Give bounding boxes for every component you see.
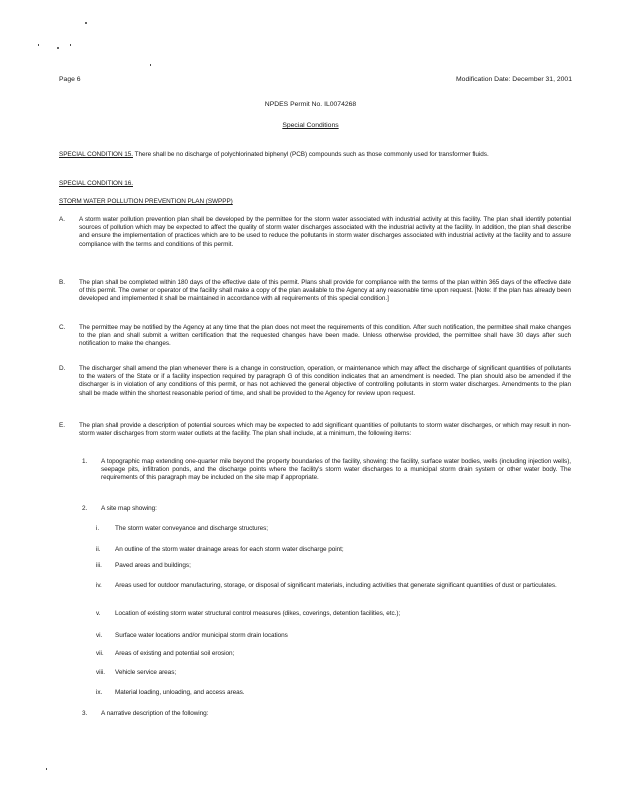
roman-text: Surface water locations and/or municipal storm drain locations [115,632,288,639]
item-text: The permittee may be notified by the Agency at any time that the plan does not meet the requirements of this condition. After such notification, the permittee shall make changes to the plan and shall submit a written certification that the requested changes have been made. Unless otherwise provided, the permittee shall have 30 days after such notification to make the changes. [79,324,571,348]
roman-text: Areas of existing and potential soil erosion; [115,650,235,657]
item-marker: B. [59,279,65,286]
roman-marker: ii. [96,546,101,553]
sub-item-text: A site map showing: [101,505,157,512]
sub-item-marker: 3. [82,710,88,717]
roman-text: Paved areas and buildings; [115,562,191,569]
condition-15-text: There shall be no discharge of polychlorinated biphenyl (PCB) compounds such as those commonly used for transformer fluids. [134,151,489,158]
roman-marker: iv. [96,582,102,589]
roman-text: Vehicle service areas; [115,669,177,676]
sub-item-text: A narrative description of the following: [101,710,209,717]
sub-item-marker: 1. [82,458,88,465]
scan-speck [150,64,151,66]
modification-date: Modification Date: December 31, 2001 [456,76,572,83]
roman-marker: ix. [96,689,103,696]
special-condition-15 [59,151,571,159]
item-marker: E. [59,422,65,429]
item-text: The plan shall provide a description of potential sources which may be expected to add significant quantities of pollutants to storm water discharges, or which may result in non-storm water discharges from storm water outlets at the facility. The plan shall include, at a minimum, the following items: [79,422,571,438]
section-title: Special Conditions [282,122,339,129]
scan-speck [38,44,39,46]
scan-speck [46,768,47,770]
item-text: A storm water pollution prevention plan shall be developed by the permittee for the storm water associated with industrial activity at this facility. The plan shall identify potential sources of pollution which may be expected to affect the quality of storm water discharges associated with the industrial activity at the facility. In addition, the plan shall describe and ensure the implementation of practices which are to be used to reduce the pollutants in storm water discharges associated with industrial activity at the facility and to assure compliance with the terms and conditions of this permit. [79,216,571,248]
sub-item-marker: 2. [82,505,88,512]
item-marker: D. [59,365,66,372]
scan-speck [85,22,87,24]
condition-15-label: SPECIAL CONDITION 15. [59,151,133,158]
item-marker: C. [59,324,66,331]
item-marker: A. [59,216,65,223]
roman-marker: iii. [96,562,102,569]
roman-text: The storm water conveyance and discharge structures; [115,525,268,532]
roman-marker: i. [96,525,100,532]
roman-marker: vi. [96,632,103,639]
item-text: The plan shall be completed within 180 days of the effective date of this permit. Plans shall provide for compliance with the terms of the plan within 365 days of the effective date of this permit. The owner or operator of the facility shall make a copy of the plan available to the Agency at any reasonable time upon request. [Note: If the plan has already been developed and implemented it shall be maintained in accordance with all requirements of this special condition.] [79,279,571,303]
roman-text: An outline of the storm water drainage areas for each storm water discharge point; [115,546,344,553]
item-text: The discharger shall amend the plan whenever there is a change in construction, operation, or maintenance which may affect the discharge of significant quantities of pollutants to the waters of the State or if a facility inspection required by paragraph G of this condition indicates that an amendment is needed. The plan should also be amended if the discharger is in violation of any conditions of this permit, or has not achieved the general objective of controlling pollutants in storm water discharges. Amendments to the plan shall be made within the shortest reasonable period of time, and shall be provided to the Agency for review upon request. [79,365,571,397]
roman-marker: v. [96,610,101,617]
sub-item-text: A topographic map extending one-quarter mile beyond the property boundaries of the facility, showing: the facility, surface water bodies, wells (including injection wells), seepage pits, infiltration ponds, and the discharge points where the facility's storm water discharges to a municipal storm drain system or other water body. The requirements of this paragraph may be included on the site map if appropriate. [101,458,571,482]
swppp-heading: STORM WATER POLLUTION PREVENTION PLAN (SWPPP) [59,198,233,205]
roman-text: Location of existing storm water structural control measures (dikes, coverings, detention facilities, etc.); [115,610,401,617]
roman-marker: vii. [96,650,104,657]
page-number: Page 6 [59,76,81,83]
roman-marker: viii. [96,669,105,676]
roman-text: Areas used for outdoor manufacturing, storage, or disposal of significant materials, including activities that generate significant quantities of dust or particulates. [115,582,557,589]
condition-16-label: SPECIAL CONDITION 16. [59,180,133,187]
roman-text: Material loading, unloading, and access areas. [115,689,245,696]
scan-speck [70,44,71,46]
scan-speck [57,47,59,49]
permit-number: NPDES Permit No. IL0074268 [264,101,357,108]
